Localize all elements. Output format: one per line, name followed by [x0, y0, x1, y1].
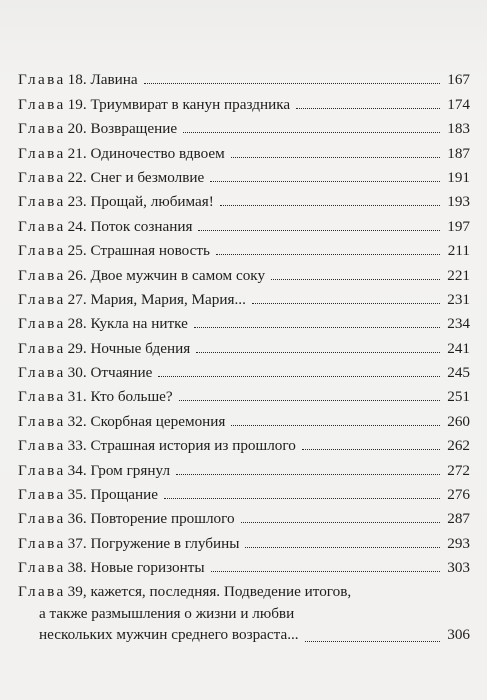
- chapter-separator: .: [82, 144, 91, 162]
- toc-entry-23: [18, 186, 470, 210]
- chapter-separator: .: [82, 193, 91, 211]
- chapter-separator: .: [82, 290, 91, 308]
- dot-leader: [296, 108, 440, 109]
- chapter-number: 35: [67, 486, 83, 504]
- dot-leader: [164, 498, 440, 499]
- chapter-number: 23: [67, 193, 83, 211]
- dot-leader: [231, 425, 440, 426]
- chapter-title: Ночные бдения: [90, 339, 191, 357]
- chapter-number: 39: [67, 583, 83, 601]
- dot-leader: [220, 205, 440, 206]
- toc-entry-30: [18, 357, 470, 381]
- chapter-word: Глава: [18, 388, 66, 406]
- chapter-title: Кукла на нитке: [90, 315, 188, 333]
- chapter-title-line-1: , кажется, последняя. Подведение итогов,: [82, 583, 352, 601]
- dot-leader: [216, 254, 440, 255]
- chapter-word: Глава: [18, 315, 66, 333]
- chapter-separator: .: [82, 120, 91, 138]
- chapter-separator: .: [82, 71, 91, 89]
- page-number: 221: [447, 266, 470, 284]
- page-number: 174: [447, 95, 470, 113]
- chapter-word: Глава: [18, 266, 66, 284]
- chapter-title: Гром грянул: [90, 461, 171, 479]
- page-number: 260: [447, 412, 470, 430]
- toc-entry-27: [18, 284, 470, 308]
- dot-leader: [231, 157, 440, 158]
- toc-entry-18: [18, 64, 470, 88]
- page-number: 262: [447, 437, 470, 455]
- dot-leader: [305, 641, 440, 642]
- chapter-word: Глава: [18, 559, 66, 577]
- chapter-separator: .: [82, 242, 91, 260]
- chapter-word: Глава: [18, 144, 66, 162]
- chapter-word: Глава: [18, 461, 66, 479]
- chapter-title: Мария, Мария, Мария...: [90, 290, 246, 308]
- chapter-word: Глава: [18, 95, 66, 113]
- chapter-title: Отчаяние: [90, 364, 153, 382]
- chapter-word: Глава: [18, 242, 66, 260]
- chapter-number: 25: [67, 242, 83, 260]
- chapter-title: Одиночество вдвоем: [90, 144, 225, 162]
- page-number: 245: [447, 364, 470, 382]
- chapter-number: 21: [67, 144, 83, 162]
- chapter-separator: .: [82, 217, 91, 235]
- chapter-word: Глава: [18, 412, 66, 430]
- dot-leader: [210, 181, 440, 182]
- chapter-word: Глава: [18, 510, 66, 528]
- chapter-word: Глава: [18, 364, 66, 382]
- chapter-number: 38: [67, 559, 83, 577]
- chapter-separator: .: [82, 315, 91, 333]
- dot-leader: [211, 571, 440, 572]
- chapter-separator: .: [82, 486, 91, 504]
- toc-entry-19: [18, 88, 470, 112]
- toc-entry-33: [18, 430, 470, 454]
- chapter-separator: .: [82, 437, 91, 455]
- chapter-separator: .: [82, 534, 91, 552]
- chapter-title: Двое мужчин в самом соку: [90, 266, 266, 284]
- chapter-number: 22: [67, 168, 83, 186]
- chapter-title: Прощай, любимая!: [90, 193, 214, 211]
- chapter-number: 32: [67, 412, 83, 430]
- toc-entry-31: [18, 381, 470, 405]
- dot-leader: [196, 352, 440, 353]
- toc-entry-35: [18, 479, 470, 503]
- chapter-separator: .: [82, 266, 91, 284]
- chapter-separator: .: [82, 339, 91, 357]
- page-number: 167: [447, 71, 470, 89]
- chapter-word: Глава: [18, 437, 66, 455]
- page-number: 193: [447, 193, 470, 211]
- chapter-separator: .: [82, 364, 91, 382]
- toc-entry-21: [18, 137, 470, 161]
- chapter-number: 19: [67, 95, 83, 113]
- toc-entry-28: [18, 308, 470, 332]
- chapter-title: Новые горизонты: [90, 559, 205, 577]
- chapter-word: Глава: [18, 193, 66, 211]
- toc-entry-22: [18, 162, 470, 186]
- chapter-word: Глава: [18, 339, 66, 357]
- chapter-title: Лавина: [90, 71, 138, 89]
- toc-entry-20: [18, 113, 470, 137]
- chapter-number: 24: [67, 217, 83, 235]
- toc-entry-39-line-2: [18, 603, 470, 625]
- page-number: 234: [447, 315, 470, 333]
- chapter-word: Глава: [18, 486, 66, 504]
- chapter-number: 34: [67, 461, 83, 479]
- chapter-title: Скорбная церемония: [90, 412, 226, 430]
- chapter-title: Возвращение: [90, 120, 178, 138]
- chapter-number: 36: [67, 510, 83, 528]
- toc-entry-39: [18, 581, 470, 646]
- chapter-word: Глава: [18, 583, 66, 601]
- page-number: 191: [447, 168, 470, 186]
- toc-entry-26: [18, 259, 470, 283]
- toc-entry-39-line-1: [18, 581, 470, 603]
- chapter-title: Прощание: [90, 486, 159, 504]
- dot-leader: [144, 83, 440, 84]
- toc-entry-29: [18, 332, 470, 356]
- toc-entry-32: [18, 405, 470, 429]
- page-number: 251: [447, 388, 470, 406]
- chapter-title: Повторение прошлого: [90, 510, 235, 528]
- chapter-separator: .: [82, 559, 91, 577]
- toc-entry-36: [18, 503, 470, 527]
- chapter-word: Глава: [18, 290, 66, 308]
- chapter-separator: .: [82, 510, 91, 528]
- dot-leader: [241, 522, 440, 523]
- toc-entry-34: [18, 454, 470, 478]
- chapter-separator: .: [82, 388, 91, 406]
- chapter-word: Глава: [18, 168, 66, 186]
- toc-entry-38: [18, 552, 470, 576]
- page-number: 293: [447, 534, 470, 552]
- chapter-word: Глава: [18, 217, 66, 235]
- chapter-word: Глава: [18, 120, 66, 138]
- dot-leader: [179, 400, 440, 401]
- chapter-title: Триумвират в канун праздника: [90, 95, 291, 113]
- chapter-title: Страшная история из прошлого: [90, 437, 296, 455]
- chapter-title: Страшная новость: [90, 242, 210, 260]
- page-number: 231: [447, 290, 470, 308]
- chapter-title: Снег и безмолвие: [90, 168, 205, 186]
- chapter-number: 28: [67, 315, 83, 333]
- chapter-title: Поток сознания: [90, 217, 193, 235]
- dot-leader: [302, 449, 440, 450]
- dot-leader: [252, 303, 440, 304]
- chapter-title: Погружение в глубины: [90, 534, 240, 552]
- toc-entry-39-line-3: [18, 624, 470, 646]
- dot-leader: [183, 132, 440, 133]
- chapter-word: Глава: [18, 71, 66, 89]
- page-number: 276: [447, 486, 470, 504]
- chapter-number: 29: [67, 339, 83, 357]
- page-number: 183: [447, 120, 470, 138]
- table-of-contents: [18, 64, 470, 646]
- chapter-separator: .: [82, 168, 91, 186]
- page-number: 187: [447, 144, 470, 162]
- page-number: 241: [447, 339, 470, 357]
- chapter-separator: .: [82, 95, 91, 113]
- page-number: 287: [447, 510, 470, 528]
- chapter-title-line-3: нескольких мужчин среднего возраста...: [39, 626, 299, 644]
- page-number: 272: [447, 461, 470, 479]
- toc-entry-37: [18, 527, 470, 551]
- chapter-separator: .: [82, 412, 91, 430]
- chapter-title: Кто больше?: [90, 388, 173, 406]
- chapter-number: 26: [67, 266, 83, 284]
- chapter-number: 33: [67, 437, 83, 455]
- dot-leader: [245, 547, 440, 548]
- chapter-word: Глава: [18, 534, 66, 552]
- chapter-title-line-2: а также размышления о жизни и любви: [39, 604, 295, 622]
- page-number: 211: [447, 242, 470, 260]
- dot-leader: [271, 279, 440, 280]
- dot-leader: [198, 230, 440, 231]
- chapter-separator: .: [82, 461, 91, 479]
- chapter-number: 30: [67, 364, 83, 382]
- dot-leader: [158, 376, 440, 377]
- chapter-number: 31: [67, 388, 83, 406]
- page-number: 306: [447, 626, 470, 644]
- toc-entry-24: [18, 210, 470, 234]
- chapter-number: 37: [67, 534, 83, 552]
- chapter-number: 18: [67, 71, 83, 89]
- chapter-number: 27: [67, 290, 83, 308]
- page-number: 303: [447, 559, 470, 577]
- chapter-number: 20: [67, 120, 83, 138]
- dot-leader: [194, 327, 440, 328]
- page-number: 197: [447, 217, 470, 235]
- dot-leader: [176, 474, 440, 475]
- toc-entry-25: [18, 235, 470, 259]
